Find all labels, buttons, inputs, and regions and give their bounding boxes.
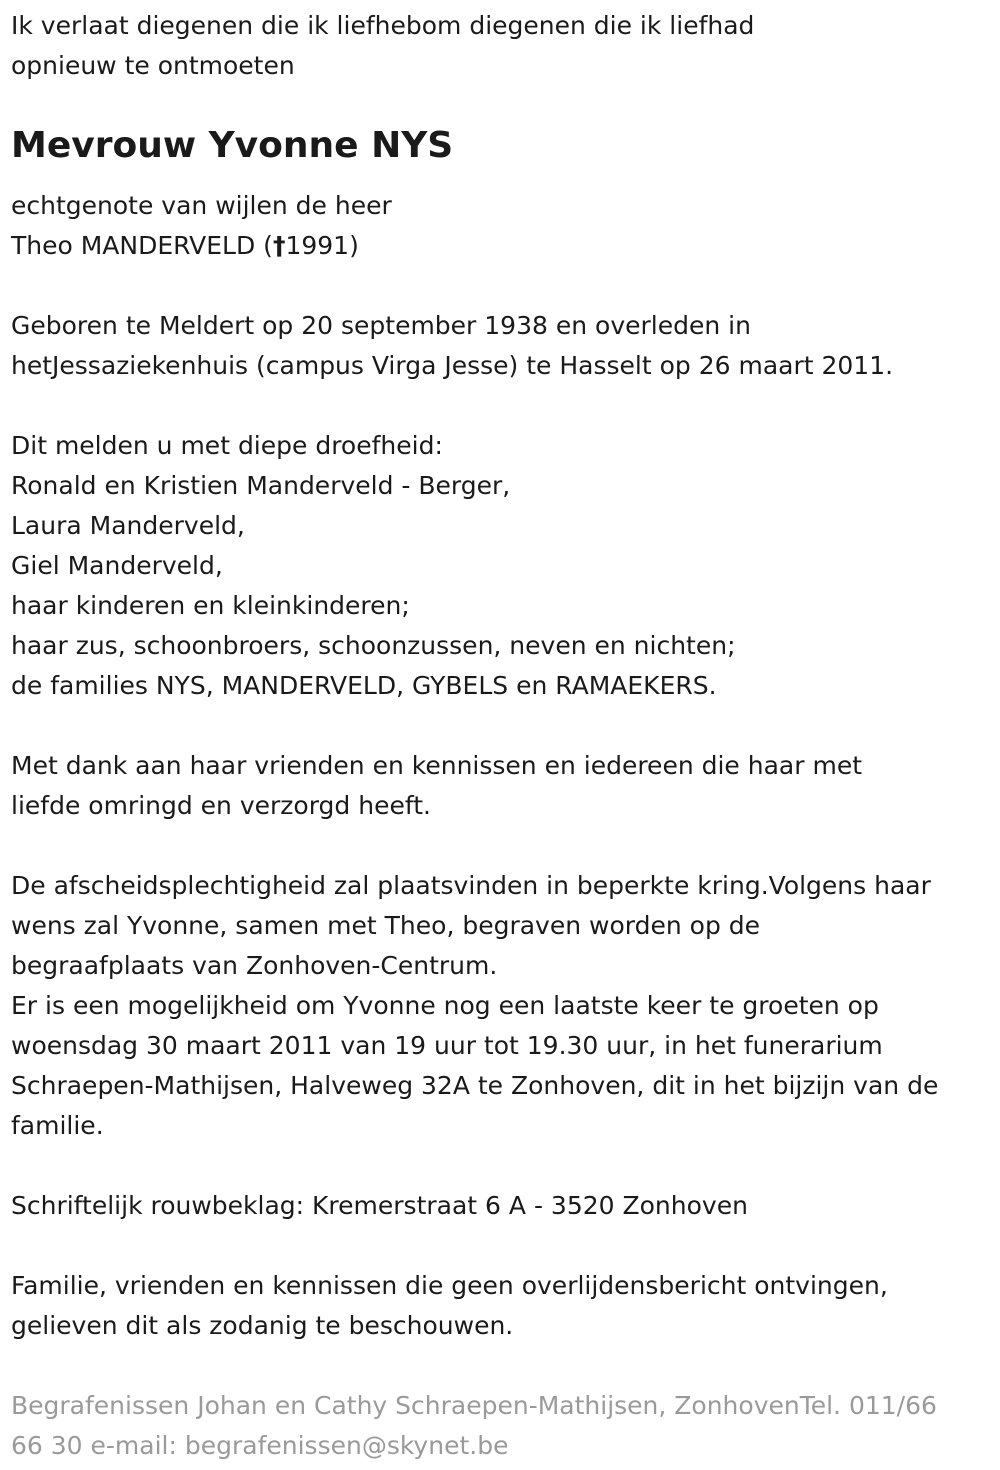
ceremony-line: Er is een mogelijkheid om Yvonne nog een laatste keer te groeten op — [11, 991, 879, 1020]
family-member-line: Laura Manderveld, — [11, 511, 245, 540]
ceremony-line: familie. — [11, 1111, 104, 1140]
spouse-death-year: 1991) — [285, 231, 359, 260]
notice-line-1: Familie, vrienden en kennissen die geen overlijdensbericht ontvingen, — [11, 1271, 888, 1300]
footer-line-1: Begrafenissen Johan en Cathy Schraepen-Mathijsen, ZonhovenTel. 011/66 — [11, 1391, 937, 1420]
family-member-line: haar zus, schoonbroers, schoonzussen, neven en nichten; — [11, 631, 736, 660]
spouse-info — [11, 186, 991, 266]
motto — [11, 6, 991, 86]
birth-death-line-2: hetJessaziekenhuis (campus Virga Jesse) te Hasselt op 26 maart 2011. — [11, 351, 894, 380]
spacer — [11, 266, 991, 306]
ceremony-info — [11, 866, 991, 1146]
motto-line-2: opnieuw te ontmoeten — [11, 51, 295, 80]
obituary-notice — [11, 6, 991, 1466]
notice — [11, 1266, 991, 1346]
announcement-intro: Dit melden u met diepe droefheid: — [11, 431, 443, 460]
spacer — [11, 706, 991, 746]
thanks-line-2: liefde omringd en verzorgd heeft. — [11, 791, 431, 820]
thanks-line-1: Met dank aan haar vrienden en kennissen en iedereen die haar met — [11, 751, 863, 780]
spouse-name: Theo MANDERVELD ( — [11, 231, 273, 260]
footer-line-2: 66 30 e-mail: begrafenissen@skynet.be — [11, 1431, 509, 1460]
spacer — [11, 1346, 991, 1386]
ceremony-line: De afscheidsplechtigheid zal plaatsvinden in beperkte kring.Volgens haar — [11, 871, 931, 900]
spacer — [11, 1226, 991, 1266]
spacer — [11, 1146, 991, 1186]
ceremony-line: wens zal Yvonne, samen met Theo, begraven worden op de — [11, 911, 761, 940]
spacer — [11, 386, 991, 426]
funeral-home-footer — [11, 1386, 991, 1466]
motto-line-1: Ik verlaat diegenen die ik liefhebom diegenen die ik liefhad — [11, 11, 755, 40]
cross-icon: † — [272, 231, 286, 260]
deceased-name: Mevrouw Yvonne NYS — [11, 125, 454, 166]
birth-death-info — [11, 306, 991, 386]
spouse-line-2 — [11, 226, 991, 266]
birth-death-line-1: Geboren te Meldert op 20 september 1938 en overleden in — [11, 311, 751, 340]
ceremony-line: Schraepen-Mathijsen, Halveweg 32A te Zonhoven, dit in het bijzijn van de — [11, 1071, 939, 1100]
thanks — [11, 746, 991, 826]
family-member-line: Ronald en Kristien Manderveld - Berger, — [11, 471, 511, 500]
ceremony-line: begraafplaats van Zonhoven-Centrum. — [11, 951, 498, 980]
spacer — [11, 826, 991, 866]
announcement — [11, 426, 991, 706]
family-member-line: haar kinderen en kleinkinderen; — [11, 591, 410, 620]
spouse-line-1: echtgenote van wijlen de heer — [11, 191, 392, 220]
notice-line-2: gelieven dit als zodanig te beschouwen. — [11, 1311, 514, 1340]
family-member-line: de families NYS, MANDERVELD, GYBELS en RAMAEKERS. — [11, 671, 717, 700]
family-member-line: Giel Manderveld, — [11, 551, 223, 580]
condolence-address: Schriftelijk rouwbeklag: Kremerstraat 6 A - 3520 Zonhoven — [11, 1191, 748, 1220]
ceremony-line: woensdag 30 maart 2011 van 19 uur tot 19.30 uur, in het funerarium — [11, 1031, 883, 1060]
